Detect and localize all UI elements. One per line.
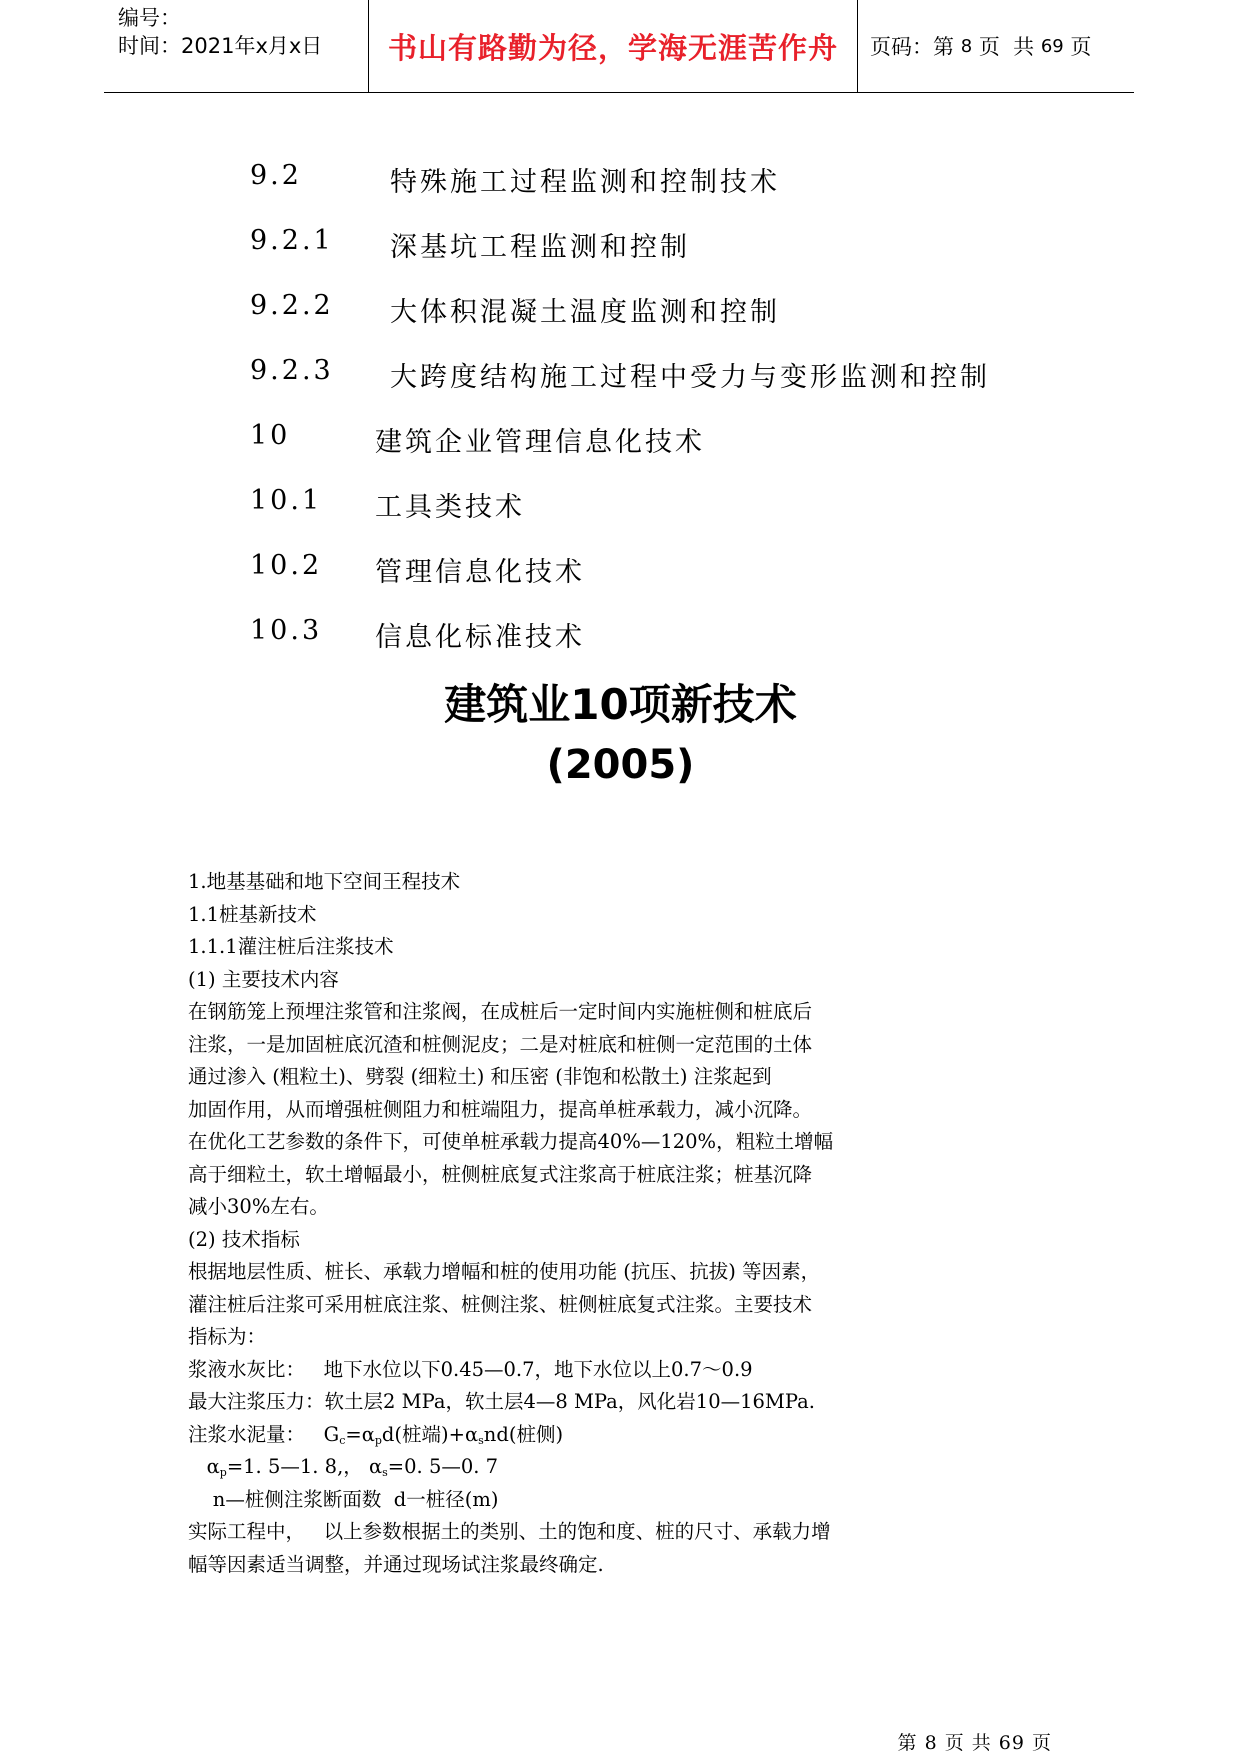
header-motto: 书山有路勤为径，学海无涯苦作舟 xyxy=(369,0,858,92)
toc-title: 大跨度结构施工过程中受力与变形监测和控制 xyxy=(390,362,990,393)
page-suffix: 页 xyxy=(1063,35,1092,59)
formula-part: 注浆水泥量： G xyxy=(188,1422,340,1446)
toc-title: 深基坑工程监测和控制 xyxy=(390,232,690,263)
toc-title: 特殊施工过程监测和控制技术 xyxy=(390,167,780,198)
toc-number: 9.2.2 xyxy=(250,290,334,321)
section-heading: 1.地基基础和地下空间王程技术 xyxy=(188,870,461,893)
formula-part: d(桩端)+α xyxy=(381,1422,479,1446)
paragraph-line: 根据地层性质、桩长、承载力增幅和桩的使用功能 (抗压、抗拔) 等因素， xyxy=(188,1260,821,1283)
paragraph-line: 加固作用，从而增强桩侧阻力和桩端阻力，提高单桩承载力，减小沉降。 xyxy=(188,1097,813,1121)
item-heading: (2) 技术指标 xyxy=(188,1227,300,1251)
page-prefix: 页码：第 xyxy=(870,35,961,59)
subsection-heading: 1.1桩基新技术 xyxy=(188,902,317,926)
paragraph-line: 注浆，一是加固桩底沉渣和桩侧泥皮；二是对桩底和桩侧一定范围的土体 xyxy=(188,1032,813,1056)
toc-number: 10.3 xyxy=(250,615,323,646)
paragraph-line: 灌注桩后注浆可采用桩底注浆、桩侧注浆、桩侧桩底复式注浆。主要技术 xyxy=(188,1292,813,1316)
toc-title: 信息化标准技术 xyxy=(375,622,585,653)
formula-subscript: p xyxy=(219,1466,227,1479)
formula-subscript: s xyxy=(382,1466,388,1479)
page-mid: 页 共 xyxy=(972,35,1041,59)
formula-part: α xyxy=(188,1455,220,1478)
toc-number: 10.2 xyxy=(250,550,323,581)
header-number-label: 编号： xyxy=(118,6,181,30)
header-meta xyxy=(104,0,369,92)
body-text xyxy=(188,866,948,1581)
header-page-info xyxy=(858,0,1134,92)
paragraph-line: 最大注浆压力：软土层2 MPa，软土层4—8 MPa，风化岩10—16MPa. xyxy=(188,1390,815,1413)
toc-number: 9.2.1 xyxy=(250,225,334,256)
paragraph-line: 在钢筋笼上预埋注浆管和注浆阀，在成桩后一定时间内实施桩侧和桩底后 xyxy=(188,1000,813,1023)
formula-part: =α xyxy=(345,1422,375,1446)
formula-subscript: c xyxy=(339,1433,346,1447)
formula-subscript: s xyxy=(478,1433,484,1447)
paragraph-line: 浆液水灰比： 地下水位以下0.45—0.7，地下水位以上0.7～0.9 xyxy=(188,1357,753,1381)
page-total: 69 xyxy=(1040,35,1064,57)
formula-part: =0. 5—0. 7 xyxy=(387,1455,499,1478)
toc-title: 工具类技术 xyxy=(375,492,525,523)
page-footer: 第 8 页 共 69 页 xyxy=(897,1732,1052,1754)
item-heading: (1) 主要技术内容 xyxy=(188,967,339,991)
paragraph-line: 通过渗入 (粗粒土)、劈裂 (细粒土) 和压密 (非饱和松散土) 注浆起到 xyxy=(188,1065,772,1088)
formula-line xyxy=(188,1419,948,1452)
paragraph-line: 指标为： xyxy=(188,1325,267,1348)
toc-title: 大体积混凝土温度监测和控制 xyxy=(390,297,780,328)
toc-number: 10.1 xyxy=(250,485,323,516)
toc-number: 9.2 xyxy=(250,160,302,191)
toc-title: 建筑企业管理信息化技术 xyxy=(375,427,705,458)
header-date: 时间：2021年x月x日 xyxy=(118,34,323,58)
page-current: 8 xyxy=(960,35,973,57)
paragraph-line: 幅等因素适当调整，并通过现场试注浆最终确定. xyxy=(188,1552,604,1576)
document-title: 建筑业10项新技术 xyxy=(444,680,797,729)
paragraph-line: n—桩侧注浆断面数 d一桩径(m) xyxy=(188,1487,499,1511)
paragraph-line: 高于细粒土，软土增幅最小，桩侧桩底复式注浆高于桩底注浆；桩基沉降 xyxy=(188,1162,813,1186)
formula-part: nd(桩侧) xyxy=(483,1422,564,1446)
page-header xyxy=(104,0,1134,93)
formula-subscript: p xyxy=(374,1433,382,1447)
subsubsection-heading: 1.1.1灌注桩后注浆技术 xyxy=(188,935,394,958)
formula-line xyxy=(188,1451,948,1484)
toc-title: 管理信息化技术 xyxy=(375,557,585,588)
document-year: (2005) xyxy=(546,742,695,788)
paragraph-line: 减小30%左右。 xyxy=(188,1195,329,1218)
paragraph-line: 实际工程中， 以上参数根据土的类别、土的饱和度、桩的尺寸、承载力增 xyxy=(188,1520,831,1543)
toc-number: 10 xyxy=(250,420,291,451)
toc-number: 9.2.3 xyxy=(250,355,334,386)
formula-part: =1. 5—1. 8,， α xyxy=(226,1455,383,1478)
paragraph-line: 在优化工艺参数的条件下，可使单桩承载力提高40%—120%，粗粒土增幅 xyxy=(188,1130,834,1153)
